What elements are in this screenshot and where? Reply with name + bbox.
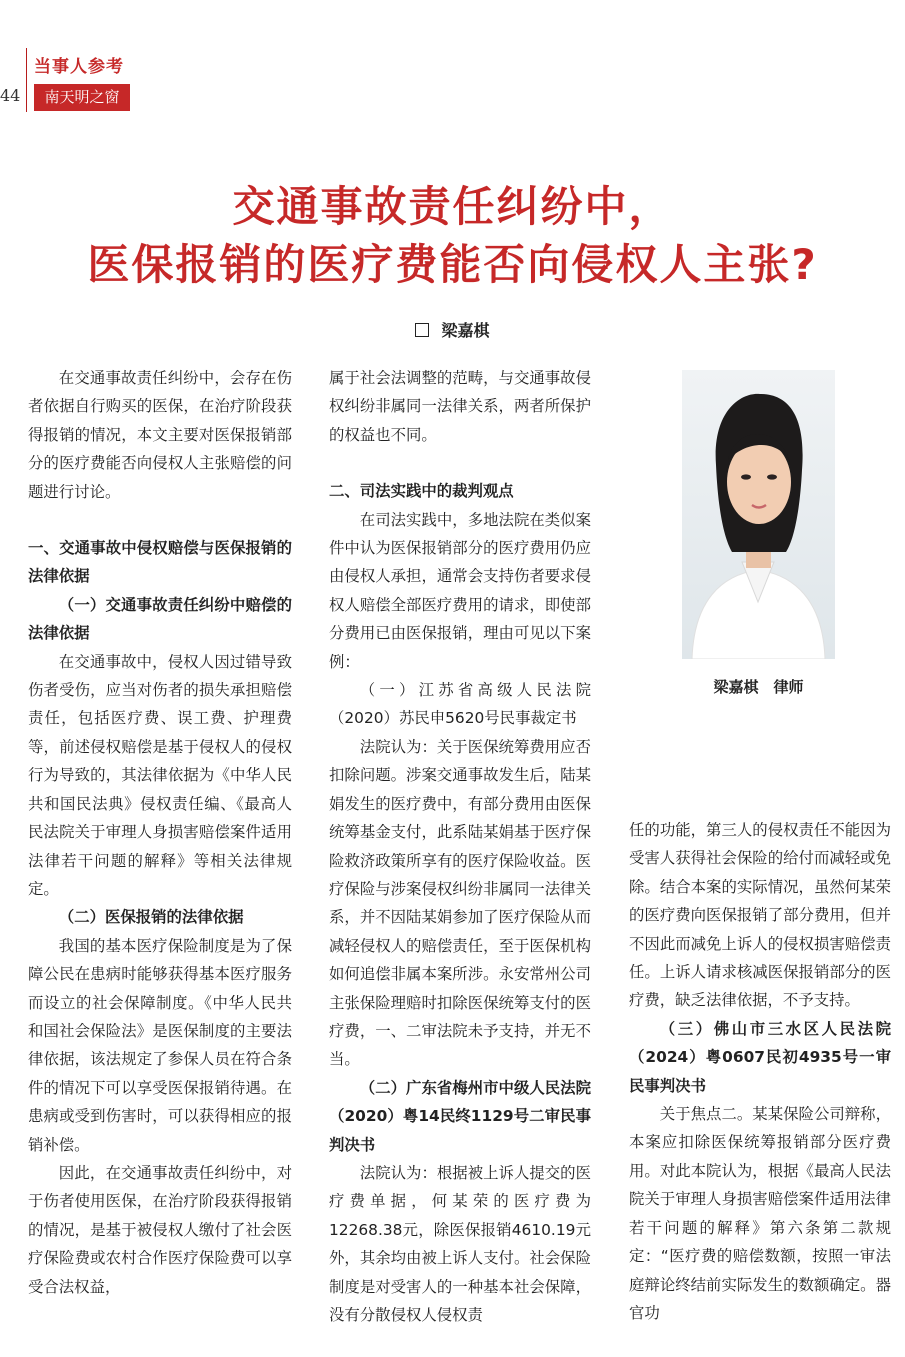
paragraph: 关于焦点二。某某保险公司辩称，本案应扣除医保统筹报销部分医疗费用。对此本院认为，根据《最高人民法院关于审理人身损害赔偿案件适用法律若干问题的解释》第六条第二款规定：“医疗费的赔偿数额，按照一审法庭辩论终结前实际发生的数额确定。器官功 — [629, 1105, 891, 1322]
subheading: 一、交通事故中侵权赔偿与医保报销的法律依据 — [28, 539, 292, 586]
subheading: （三）佛山市三水区人民法院（2024）粤0607民初4935号一审民事判决书 — [629, 1019, 891, 1095]
subheading: （一）交通事故责任纠纷中赔偿的法律依据 — [28, 595, 292, 643]
photo-caption: 梁嘉棋 律师 — [713, 678, 804, 696]
subheading: （二）广东省梅州市中级人民法院（2020）粤14民终1129号二审民事判决书 — [329, 1078, 591, 1154]
column-tag: 南天明之窗 — [34, 84, 130, 111]
paragraph: 在交通事故中，侵权人因过错导致伤者受伤，应当对伤者的损失承担赔偿责任，包括医疗费、误工费、护理费等，前述侵权赔偿是基于侵权人的侵权行为导致的，其法律依据为《中华人民共和国民法典》侵权责任编、《最高人民法院关于审理人身损害赔偿案件适用法律若干问题的解释》等相关法律规定。 — [28, 652, 292, 898]
paragraph: 法院认为：根据被上诉人提交的医疗费单据，何某荣的医疗费为12268.38元，除医保报销4610.19元外，其余均由被上诉人支付。社会保险制度是对受害人的一种基本社会保障，没有分散侵权人侵权责 — [329, 1163, 591, 1324]
text-column-2 — [329, 364, 591, 1329]
paragraph: 任的功能，第三人的侵权责任不能因为受害人获得社会保险的给付而减轻或免除。结合本案的实际情况，虽然何某荣的医疗费向医保报销了部分费用，但并不因此而减免上诉人的侵权损害赔偿责任。上诉人请求核减医保报销部分的医疗费，缺乏法律依据，不予支持。 — [629, 821, 891, 1010]
header-divider — [26, 48, 27, 112]
section-label: 当事人参考 — [34, 57, 124, 77]
text-column-1 — [28, 364, 292, 1301]
author-portrait-image — [682, 370, 835, 659]
page-number: 44 — [0, 86, 21, 105]
paragraph: （一）江苏省高级人民法院（2020）苏民申5620号民事裁定书 — [329, 681, 591, 728]
article-title-line1: 交通事故责任纠纷中， — [232, 182, 673, 231]
article-title-line2: 医保报销的医疗费能否向侵权人主张? — [87, 240, 818, 289]
paragraph: 我国的基本医疗保险制度是为了保障公民在患病时能够获得基本医疗服务而设立的社会保障制度。《中华人民共和国社会保险法》是医保制度的主要法律依据，该法规定了参保人员在符合条件的情况下可以享受医保报销待遇。在患病或受到伤害时，可以获得相应的报销补偿。 — [28, 936, 292, 1154]
paragraph: 法院认为：关于医保统筹费用应否扣除问题。涉案交通事故发生后，陆某娟发生的医疗费中，有部分费用由医保统筹基金支付，此系陆某娟基于医疗保险救济政策所享有的医疗保险收益。医疗保险与涉案侵权纠纷非属同一法律关系，并不因陆某娟参加了医疗保险从而减轻侵权人的赔偿责任，至于医保机构如何追偿非属本案所涉。永安常州公司主张保险理赔时扣除医保统筹支付的医疗费，一、二审法院未予支持，并无不当。 — [329, 737, 591, 1069]
author-box-icon — [415, 323, 429, 337]
subheading: （二）医保报销的法律依据 — [58, 908, 244, 927]
author-line — [0, 318, 905, 341]
paragraph: 因此，在交通事故责任纠纷中，对于伤者使用医保，在治疗阶段获得报销的情况，是基于被侵权人缴付了社会医疗保险费或农村合作医疗保险费可以享受合法权益， — [28, 1163, 292, 1296]
subheading: 二、司法实践中的裁判观点 — [329, 482, 514, 501]
paragraph: 属于社会法调整的范畴，与交通事故侵权纠纷非属同一法律关系，两者所保护的权益也不同。 — [329, 369, 591, 444]
paragraph: 在司法实践中，多地法院在类似案件中认为医保报销部分的医疗费用仍应由侵权人承担，通常会支持伤者要求侵权人赔偿全部医疗费用的请求，即使部分费用已由医保报销，理由可见以下案例： — [329, 510, 591, 671]
author-photo — [682, 370, 835, 659]
author-name: 梁嘉棋 — [441, 321, 490, 340]
text-column-3 — [629, 816, 891, 1327]
paragraph: 在交通事故责任纠纷中，会存在伤者依据自行购买的医保，在治疗阶段获得报销的情况，本文主要对医保报销部分的医疗费能否向侵权人主张赔偿的问题进行讨论。 — [28, 369, 292, 501]
